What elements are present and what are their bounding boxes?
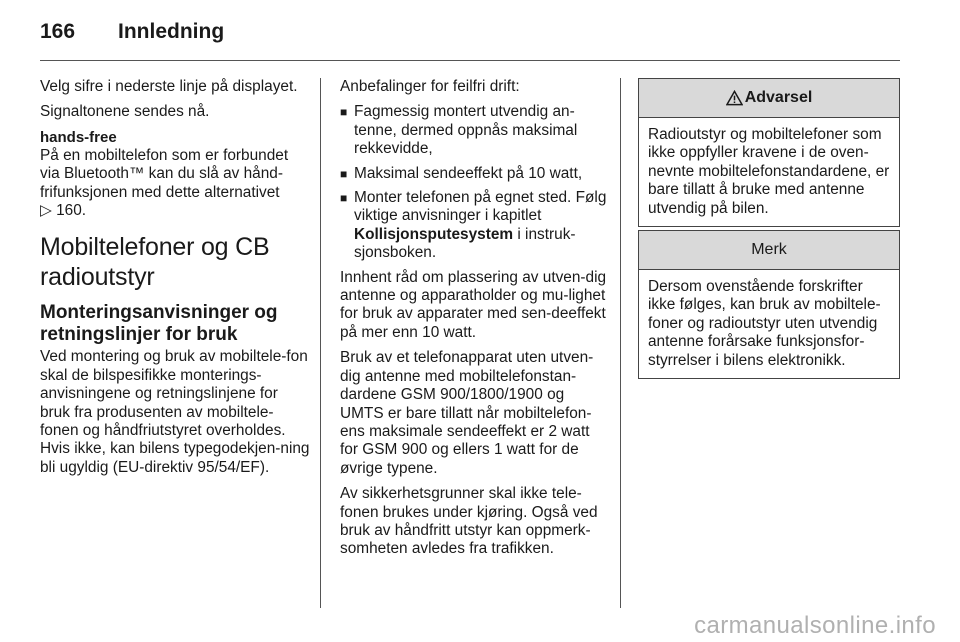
column-middle <box>340 78 608 566</box>
paragraph-digits: Velg sifre i nederste linje på displayet. <box>40 78 298 95</box>
column-divider-1 <box>320 78 321 608</box>
subsection-paragraph: Ved montering og bruk av mobiltele-fon skal de bilspesifikke monterings-anvisningene og retningslinjene for bruk fra produsenten av mobiltele-fonen og håndfriutstyret overholdes. Hvis ikke, kan bilens typegodekjen-ning bli ugyldig (EU-direktiv 95/54/EF). <box>40 348 310 476</box>
note-text: Dersom ovenstående forskrifter ikke følges, kan bruk av mobiltele-foner og radioutstyr uten utvendig antenne forårsake funksjonsfor-styrrelser i bilens elektronikk. <box>648 278 881 369</box>
bullet-icon: ■ <box>340 105 348 120</box>
page-number: 166 <box>40 20 76 43</box>
header-rule <box>40 60 900 61</box>
bullet-icon: ■ <box>340 191 348 206</box>
handsfree-text: På en mobiltelefon som er forbundet via Bluetooth™ kan du slå av hånd-frifunksjonen med dette alternativet <box>40 146 289 201</box>
note-title: Merk <box>751 241 787 258</box>
page-ref-arrow-icon[interactable]: ▷ <box>40 202 52 220</box>
recommendations-list <box>340 103 608 262</box>
handsfree-heading: hands-free <box>40 128 117 146</box>
note-box <box>638 230 900 379</box>
list-item: ■ Maksimal sendeeffekt på 10 watt, <box>340 164 583 182</box>
recommendations-intro: Anbefalinger for feilfri drift: <box>340 78 520 95</box>
warning-text: Radioutstyr og mobiltelefoner som ikke oppfyller kravene i de oven-nevnte mobiltelefonstandardene, er bare tillatt å bruke med antenne utvendig på bilen. <box>648 126 890 217</box>
paragraph-antenna-advice: Innhent råd om plassering av utven-dig antenne og apparatholder og mu-lighet for bruk av apparater med sen-deeffekt på mer enn 10 watt. <box>340 268 607 341</box>
list-item: ■ Fagmessig montert utvendig an-tenne, dermed oppnås maksimal rekkevidde, <box>340 103 578 158</box>
chapter-title: Innledning <box>118 20 225 43</box>
note-box-header <box>639 231 899 270</box>
warning-box-header <box>639 79 899 118</box>
paragraph-safety: Av sikkerhetsgrunner skal ikke tele-fonen brukes under kjøring. Også ved bruk av håndfritt utstyr kan oppmerk-somheten avledes fra trafikken. <box>340 485 598 558</box>
column-left <box>40 78 310 484</box>
column-divider-2 <box>620 78 621 608</box>
warning-title: Advarsel <box>744 89 813 106</box>
watermark: carmanualsonline.info <box>694 612 936 639</box>
handsfree-paragraph <box>40 147 310 221</box>
paragraph-tones: Signaltonene sendes nå. <box>40 103 210 121</box>
handsfree-page-ref[interactable]: 160. <box>56 202 87 220</box>
page-header <box>40 14 900 58</box>
warning-triangle-icon <box>726 90 743 106</box>
subsection-heading: Monteringsanvisninger og retningslinjer for bruk <box>40 302 278 346</box>
bullet-icon: ■ <box>340 166 348 181</box>
list-item: ■ Monter telefonen på egnet sted. Følg viktige anvisninger i kapitlet Kollisjonsputesystem i instruk-sjonsboken. <box>340 189 607 262</box>
section-heading: Mobiltelefoner og CB radioutstyr <box>40 233 270 292</box>
paragraph-gsm-umts: Bruk av et telefonapparat uten utven-dig antenne med mobiltelefonstan-dardene GSM 900/1800/1900 og UMTS er bare tillatt når mobiltelefon-ens maksimale sendeeffekt er 2 watt for GSM 900 og ellers 1 watt for de øvrige typene. <box>340 349 594 477</box>
airbag-chapter-ref: Kollisjonsputesystem <box>354 225 514 243</box>
warning-box <box>638 78 900 227</box>
